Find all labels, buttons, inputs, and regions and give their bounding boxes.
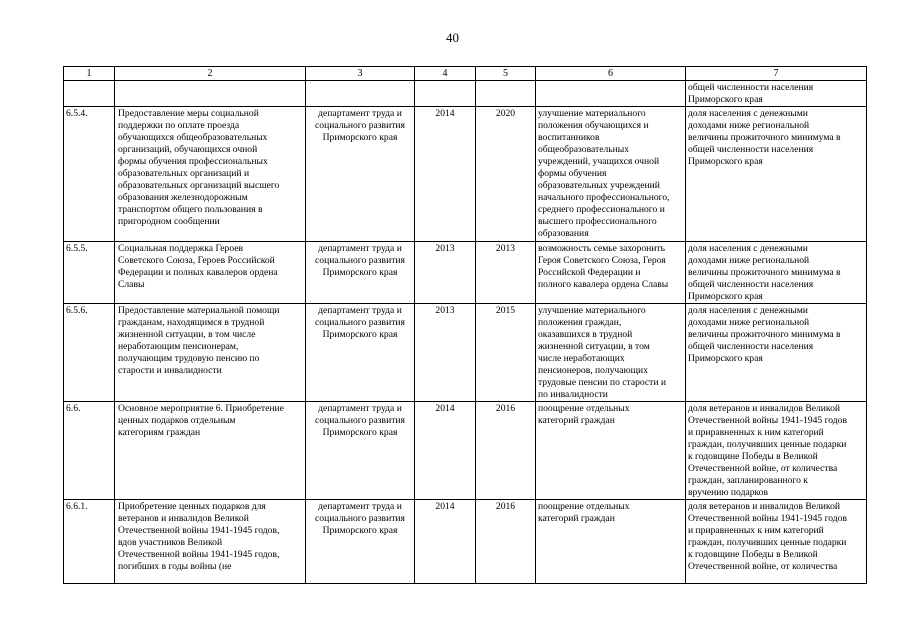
cell-text-line: граждан, получивших ценные подарки [688,537,847,548]
cell-text-line: величины прожиточного минимума в [688,267,841,278]
cell-text-line: неработающим пенсионерам, [118,341,239,352]
cell-text-line: доходами ниже региональной [688,317,810,328]
table-row [64,500,867,584]
cell-text-line: Приморского края [688,353,763,364]
cell-text-line: начального профессионального, [538,192,670,203]
cell-text-line: к годовщине Победы в Великой [688,549,818,560]
item-number-cell [64,81,115,107]
measure-name-cell [115,304,306,402]
cell-text-line: доля населения с денежными [688,305,808,316]
cell-text-line: по инвалидности [538,389,608,400]
expected-result-cell [536,107,686,242]
cell-text-line: положения граждан, [538,317,622,328]
cell-text-line: организаций, обучающихся очной [118,144,258,155]
header-cell: 3 [306,67,415,81]
cell-text-line: департамент труда и [318,501,402,512]
cell-text-line: Отечественной войны 1941-1945 годов, [118,549,280,560]
measure-name-cell [115,107,306,242]
cell-text-line: образовательных учреждений [538,180,660,191]
indicator-cell [686,242,867,304]
cell-text-line: величины прожиточного минимума в [688,329,841,340]
cell-text-line: Основное мероприятие 6. Приобретение [118,403,284,414]
start-year-cell: 2014 [415,402,476,500]
cell-text-line: граждан, запланированного к [688,475,808,486]
cell-text-line: Советского Союза, Героев Российской [118,255,275,266]
cell-text-line: улучшение материального [538,305,646,316]
table-row [64,242,867,304]
cell-text-line: погибших в годы войны (не [118,561,232,572]
item-number-cell: 6.6. [64,402,115,500]
cell-text-line: ветеранов и инвалидов Великой [118,513,249,524]
cell-text-line: Приморского края [322,525,398,536]
measure-name-cell [115,500,306,584]
cell-text-line: социального развития [315,415,405,426]
expected-result-cell [536,304,686,402]
cell-text-line: среднего профессионального и [538,204,665,215]
cell-text-line: образовательных организаций и [118,168,250,179]
cell-text-line: Отечественной войне, от количества [688,463,838,474]
cell-text-line: Отечественной войны 1941-1945 годов [688,415,848,426]
cell-text-line: улучшение материального [538,108,646,119]
cell-text-line: высшего профессионального [538,216,657,227]
cell-text-line: формы обучения [538,168,607,179]
indicator-cell [686,500,867,584]
end-year-cell: 2020 [476,107,536,242]
cell-text-line: гражданам, находящимся в трудной [118,317,265,328]
cell-text-line: Славы [118,279,145,290]
header-cell: 6 [536,67,686,81]
cell-text-line: социального развития [315,513,405,524]
cell-text-line: жизненной ситуации, в том числе [118,329,256,340]
end-year-cell: 2016 [476,402,536,500]
cell-text-line: к годовщине Победы в Великой [688,451,818,462]
start-year-cell [415,81,476,107]
cell-text-line: поощрение отдельных [538,403,630,414]
measure-name-cell [115,242,306,304]
expected-result-cell [536,81,686,107]
indicator-cell [686,402,867,500]
cell-text-line: получающим трудовую пенсию по [118,353,260,364]
cell-text-line: Социальная поддержка Героев [118,243,244,254]
item-number-cell: 6.6.1. [64,500,115,584]
item-number-cell: 6.5.4. [64,107,115,242]
cell-text-line: департамент труда и [318,305,402,316]
responsible-cell [306,500,415,584]
cell-text-line: жизненной ситуации, в том [538,341,650,352]
responsible-cell [306,107,415,242]
cell-text-line: доля ветеранов и инвалидов Великой [688,403,841,414]
indicator-cell [686,81,867,107]
cell-text-line: пригородном сообщении [118,216,220,227]
header-row [64,67,867,81]
cell-text-line: социального развития [315,255,405,266]
cell-text-line: возможность семье захоронить [538,243,666,254]
cell-text-line: Предоставление меры социальной [118,108,259,119]
header-cell: 7 [686,67,867,81]
cell-text-line: социального развития [315,120,405,131]
start-year-cell: 2014 [415,500,476,584]
cell-text-line: департамент труда и [318,403,402,414]
cell-text-line: общей численности населения [688,341,814,352]
cell-text-line: категорий граждан [538,513,615,524]
cell-text-line: доля населения с денежными [688,243,808,254]
cell-text-line: и приравненных к ним категорий [688,525,824,536]
cell-text-line: общей численности населения [688,279,814,290]
cell-text-line: Предоставление материальной помощи [118,305,280,316]
cell-text-line: департамент труда и [318,243,402,254]
start-year-cell: 2013 [415,304,476,402]
cell-text-line: Отечественной войны 1941-1945 годов, [118,525,280,536]
cell-text-line: пенсионеров, получающих [538,365,648,376]
item-number-cell: 6.5.5. [64,242,115,304]
cell-text-line: формы обучения профессиональных [118,156,268,167]
cell-text-line: Приморского края [688,291,763,302]
cell-text-line: граждан, получивших ценные подарки [688,439,847,450]
cell-text-line: вручению подарков [688,487,769,498]
table-row [64,107,867,242]
cell-text-line: положения обучающихся и [538,120,649,131]
cell-text-line: величины прожиточного минимума в [688,132,841,143]
cell-text-line: категориям граждан [118,427,201,438]
cell-text-line: ценных подарков отдельным [118,415,236,426]
cell-text-line: доходами ниже региональной [688,255,810,266]
end-year-cell: 2015 [476,304,536,402]
expected-result-cell [536,500,686,584]
cell-text-line: и приравненных к ним категорий [688,427,824,438]
cell-text-line: вдов участников Великой [118,537,223,548]
responsible-cell [306,402,415,500]
cell-text-line: числе неработающих [538,353,625,364]
cell-text-line: Приморского края [688,156,763,167]
measure-name-cell [115,402,306,500]
start-year-cell: 2013 [415,242,476,304]
end-year-cell: 2013 [476,242,536,304]
header-cell: 5 [476,67,536,81]
cell-text-line: Героя Советского Союза, Героя [538,255,666,266]
measure-name-cell [115,81,306,107]
cell-text-line: Приобретение ценных подарков для [118,501,266,512]
cell-text-line: поддержки по оплате проезда [118,120,240,131]
cell-text-line: оказавшихся в трудной [538,329,633,340]
cell-text-line: старости и инвалидности [118,365,222,376]
header-cell: 1 [64,67,115,81]
cell-text-line: социального развития [315,317,405,328]
responsible-cell [306,304,415,402]
cell-text-line: Отечественной войны 1941-1945 годов [688,513,848,524]
cell-text-line: общеобразовательных [538,144,629,155]
cell-text-line: доля населения с денежными [688,108,808,119]
cell-text-line: Приморского края [322,267,398,278]
indicator-cell [686,304,867,402]
cell-text-line: общей численности населения [688,144,814,155]
cell-text-line: общей численности населения [688,82,814,93]
start-year-cell: 2014 [415,107,476,242]
indicator-cell [686,107,867,242]
cell-text-line: Отечественной войне, от количества [688,561,838,572]
cell-text-line: транспортом общего пользования в [118,204,263,215]
table-row [64,81,867,107]
cell-text-line: образования [538,228,589,239]
cell-text-line: учреждений, учащихся очной [538,156,660,167]
cell-text-line: трудовые пенсии по старости и [538,377,667,388]
cell-text-line: воспитанников [538,132,600,143]
page-number: 40 [446,30,459,45]
cell-text-line: Приморского края [322,427,398,438]
cell-text-line: Приморского края [322,132,398,143]
cell-text-line: обучающихся общеобразовательных [118,132,268,143]
cell-text-line: доля ветеранов и инвалидов Великой [688,501,841,512]
table-row [64,402,867,500]
cell-text-line: поощрение отдельных [538,501,630,512]
header-cell: 4 [415,67,476,81]
cell-text-line: департамент труда и [318,108,402,119]
cell-text-line: доходами ниже региональной [688,120,810,131]
responsible-cell [306,242,415,304]
item-number-cell: 6.5.6. [64,304,115,402]
table-row [64,304,867,402]
header-cell: 2 [115,67,306,81]
cell-text-line: Российской Федерации и [538,267,641,278]
cell-text-line: Федерации и полных кавалеров ордена [118,267,278,278]
cell-text-line: Приморского края [688,94,763,105]
cell-text-line: полного кавалера ордена Славы [538,279,669,290]
responsible-cell [306,81,415,107]
cell-text-line: Приморского края [322,329,398,340]
expected-result-cell [536,402,686,500]
end-year-cell [476,81,536,107]
cell-text-line: категорий граждан [538,415,615,426]
cell-text-line: образования железнодорожным [118,192,248,203]
measures-table [63,66,867,584]
end-year-cell: 2016 [476,500,536,584]
cell-text-line: образовательных организаций высшего [118,180,280,191]
expected-result-cell [536,242,686,304]
